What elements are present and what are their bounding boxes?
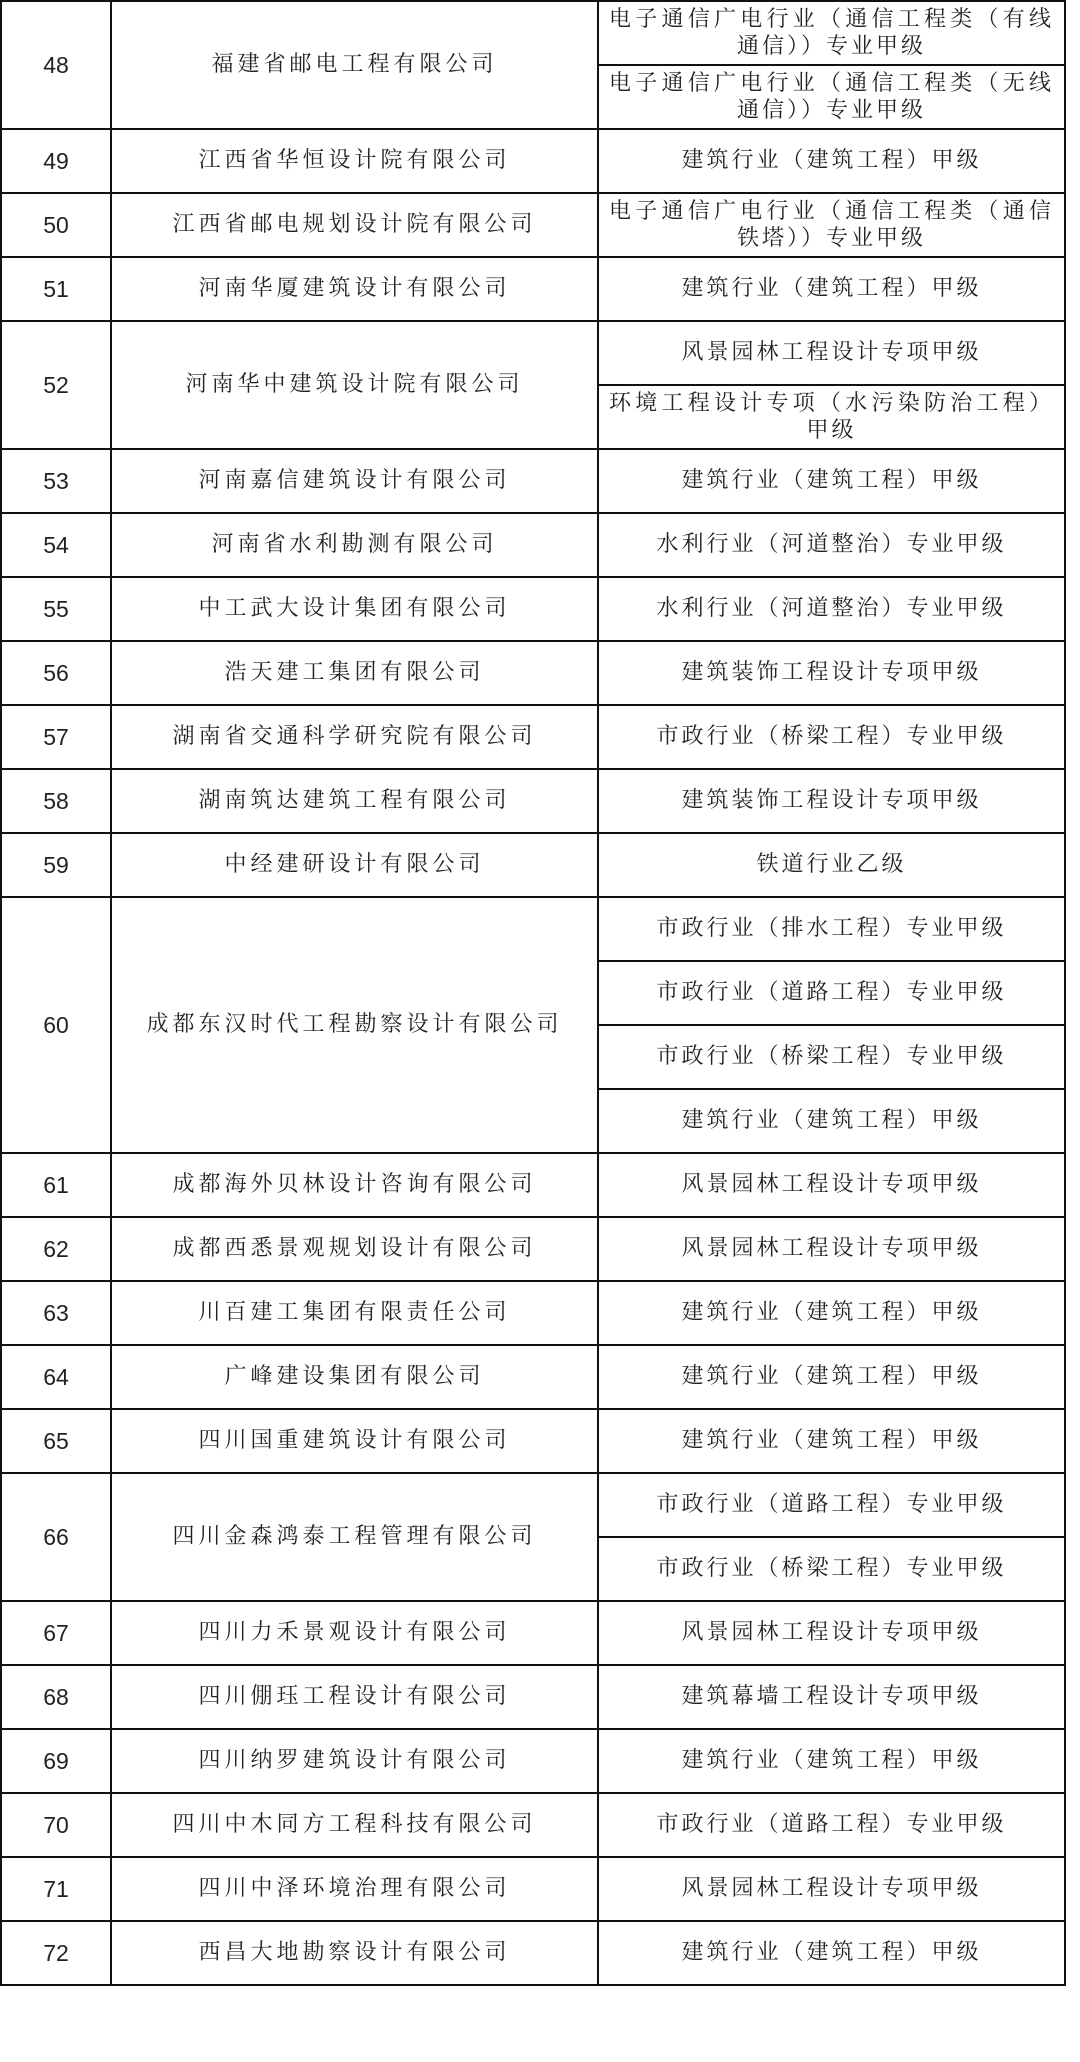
company-name: 四川国重建筑设计有限公司 bbox=[111, 1409, 598, 1473]
row-number: 61 bbox=[1, 1153, 111, 1217]
company-name: 成都海外贝林设计咨询有限公司 bbox=[111, 1153, 598, 1217]
table-row bbox=[1, 1409, 1065, 1473]
company-name: 江西省华恒设计院有限公司 bbox=[111, 129, 598, 193]
table-row bbox=[1, 641, 1065, 705]
company-name: 四川中木同方工程科技有限公司 bbox=[111, 1793, 598, 1857]
table-row bbox=[1, 1217, 1065, 1281]
qualification-cell: 建筑行业（建筑工程）甲级 bbox=[598, 1089, 1065, 1153]
row-number: 57 bbox=[1, 705, 111, 769]
qualification-cell: 风景园林工程设计专项甲级 bbox=[598, 1217, 1065, 1281]
row-number: 64 bbox=[1, 1345, 111, 1409]
company-name: 四川中泽环境治理有限公司 bbox=[111, 1857, 598, 1921]
row-number: 59 bbox=[1, 833, 111, 897]
qualification-cell: 建筑行业（建筑工程）甲级 bbox=[598, 1729, 1065, 1793]
table-row bbox=[1, 193, 1065, 257]
company-name: 湖南省交通科学研究院有限公司 bbox=[111, 705, 598, 769]
table-row bbox=[1, 1153, 1065, 1217]
company-name: 四川纳罗建筑设计有限公司 bbox=[111, 1729, 598, 1793]
company-name: 成都东汉时代工程勘察设计有限公司 bbox=[111, 897, 598, 1153]
row-number: 50 bbox=[1, 193, 111, 257]
row-number: 71 bbox=[1, 1857, 111, 1921]
table-row bbox=[1, 1921, 1065, 1985]
qualification-cell: 市政行业（排水工程）专业甲级 bbox=[598, 897, 1065, 961]
table-row bbox=[1, 129, 1065, 193]
row-number: 60 bbox=[1, 897, 111, 1153]
company-name: 湖南筑达建筑工程有限公司 bbox=[111, 769, 598, 833]
row-number: 58 bbox=[1, 769, 111, 833]
qualification-cell: 风景园林工程设计专项甲级 bbox=[598, 1857, 1065, 1921]
company-name: 福建省邮电工程有限公司 bbox=[111, 1, 598, 129]
company-name: 中工武大设计集团有限公司 bbox=[111, 577, 598, 641]
qualification-cell: 水利行业（河道整治）专业甲级 bbox=[598, 513, 1065, 577]
qualification-cell: 建筑行业（建筑工程）甲级 bbox=[598, 129, 1065, 193]
qualification-cell: 建筑行业（建筑工程）甲级 bbox=[598, 1281, 1065, 1345]
row-number: 70 bbox=[1, 1793, 111, 1857]
qualification-cell: 电子通信广电行业（通信工程类（有线通信））专业甲级 bbox=[598, 1, 1065, 65]
row-number: 56 bbox=[1, 641, 111, 705]
qualification-cell: 环境工程设计专项（水污染防治工程）甲级 bbox=[598, 385, 1065, 449]
table-row bbox=[1, 257, 1065, 321]
table-body bbox=[1, 1, 1065, 1985]
row-number: 67 bbox=[1, 1601, 111, 1665]
qualification-cell: 市政行业（道路工程）专业甲级 bbox=[598, 1473, 1065, 1537]
qualification-cell: 风景园林工程设计专项甲级 bbox=[598, 1153, 1065, 1217]
qualification-cell: 建筑行业（建筑工程）甲级 bbox=[598, 257, 1065, 321]
row-number: 52 bbox=[1, 321, 111, 449]
row-number: 69 bbox=[1, 1729, 111, 1793]
row-number: 55 bbox=[1, 577, 111, 641]
table-row bbox=[1, 1, 1065, 65]
company-name: 中经建研设计有限公司 bbox=[111, 833, 598, 897]
qualification-cell: 市政行业（桥梁工程）专业甲级 bbox=[598, 705, 1065, 769]
qualification-cell: 建筑行业（建筑工程）甲级 bbox=[598, 449, 1065, 513]
qualification-cell: 风景园林工程设计专项甲级 bbox=[598, 1601, 1065, 1665]
row-number: 51 bbox=[1, 257, 111, 321]
company-name: 西昌大地勘察设计有限公司 bbox=[111, 1921, 598, 1985]
qualification-cell: 水利行业（河道整治）专业甲级 bbox=[598, 577, 1065, 641]
table-row bbox=[1, 705, 1065, 769]
company-name: 广峰建设集团有限公司 bbox=[111, 1345, 598, 1409]
table-row bbox=[1, 769, 1065, 833]
row-number: 65 bbox=[1, 1409, 111, 1473]
qualification-cell: 市政行业（道路工程）专业甲级 bbox=[598, 961, 1065, 1025]
row-number: 66 bbox=[1, 1473, 111, 1601]
company-name: 河南省水利勘测有限公司 bbox=[111, 513, 598, 577]
table-row bbox=[1, 1281, 1065, 1345]
row-number: 62 bbox=[1, 1217, 111, 1281]
table-row bbox=[1, 1729, 1065, 1793]
qualification-cell: 电子通信广电行业（通信工程类（通信铁塔））专业甲级 bbox=[598, 193, 1065, 257]
company-name: 四川力禾景观设计有限公司 bbox=[111, 1601, 598, 1665]
qualification-cell: 建筑行业（建筑工程）甲级 bbox=[598, 1409, 1065, 1473]
row-number: 54 bbox=[1, 513, 111, 577]
company-name: 江西省邮电规划设计院有限公司 bbox=[111, 193, 598, 257]
qualification-cell: 市政行业（道路工程）专业甲级 bbox=[598, 1793, 1065, 1857]
company-name: 四川倗珏工程设计有限公司 bbox=[111, 1665, 598, 1729]
table-row bbox=[1, 513, 1065, 577]
qualification-cell: 铁道行业乙级 bbox=[598, 833, 1065, 897]
table-row bbox=[1, 577, 1065, 641]
company-name: 四川金森鸿泰工程管理有限公司 bbox=[111, 1473, 598, 1601]
company-name: 成都西悉景观规划设计有限公司 bbox=[111, 1217, 598, 1281]
table-row bbox=[1, 1601, 1065, 1665]
qualification-cell: 电子通信广电行业（通信工程类（无线通信））专业甲级 bbox=[598, 65, 1065, 129]
table-row bbox=[1, 897, 1065, 961]
qualification-cell: 市政行业（桥梁工程）专业甲级 bbox=[598, 1025, 1065, 1089]
table-row bbox=[1, 1665, 1065, 1729]
qualification-cell: 建筑幕墙工程设计专项甲级 bbox=[598, 1665, 1065, 1729]
qualification-cell: 风景园林工程设计专项甲级 bbox=[598, 321, 1065, 385]
row-number: 49 bbox=[1, 129, 111, 193]
table-row bbox=[1, 449, 1065, 513]
table-row bbox=[1, 1473, 1065, 1537]
qualification-cell: 建筑行业（建筑工程）甲级 bbox=[598, 1345, 1065, 1409]
table-row bbox=[1, 833, 1065, 897]
company-name: 浩天建工集团有限公司 bbox=[111, 641, 598, 705]
qualification-cell: 建筑装饰工程设计专项甲级 bbox=[598, 641, 1065, 705]
qualification-cell: 建筑行业（建筑工程）甲级 bbox=[598, 1921, 1065, 1985]
company-name: 河南华厦建筑设计有限公司 bbox=[111, 257, 598, 321]
row-number: 63 bbox=[1, 1281, 111, 1345]
company-name: 河南华中建筑设计院有限公司 bbox=[111, 321, 598, 449]
qualification-cell: 建筑装饰工程设计专项甲级 bbox=[598, 769, 1065, 833]
company-name: 河南嘉信建筑设计有限公司 bbox=[111, 449, 598, 513]
qualification-cell: 市政行业（桥梁工程）专业甲级 bbox=[598, 1537, 1065, 1601]
row-number: 68 bbox=[1, 1665, 111, 1729]
table-row bbox=[1, 1345, 1065, 1409]
table-row bbox=[1, 1793, 1065, 1857]
table-row bbox=[1, 321, 1065, 385]
company-name: 川百建工集团有限责任公司 bbox=[111, 1281, 598, 1345]
row-number: 48 bbox=[1, 1, 111, 129]
row-number: 72 bbox=[1, 1921, 111, 1985]
row-number: 53 bbox=[1, 449, 111, 513]
table-row bbox=[1, 1857, 1065, 1921]
